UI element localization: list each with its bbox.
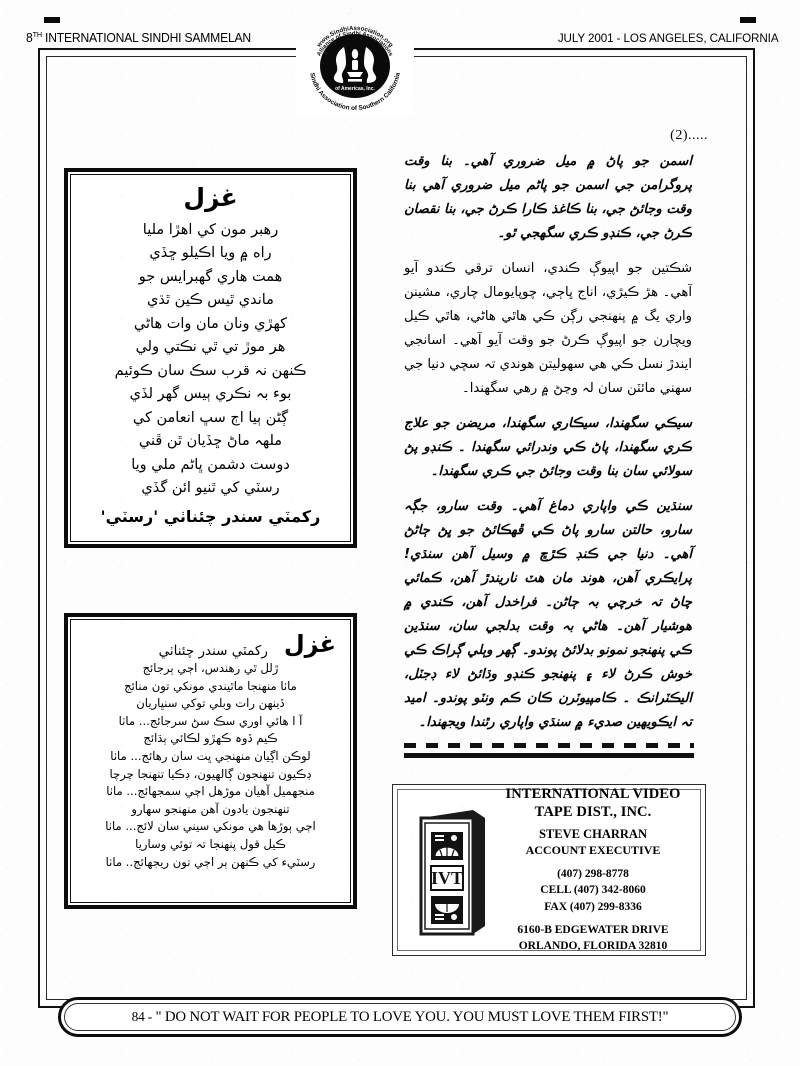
verse-line: ماندي ٿيس ڪين ٿڌي [147, 292, 274, 309]
footer-pill-nub-left [44, 17, 60, 23]
masthead-ordinal: 8 [26, 31, 33, 46]
divider-dashed-rule [404, 743, 694, 748]
advertisement-text [496, 786, 694, 954]
ghazal-box-1 [64, 168, 357, 548]
verse-line: هر موڙ تي ٿي نڪتي ولي [135, 339, 286, 356]
ad-contact-person: STEVE CHARRAN [538, 827, 647, 842]
ad-contact-numbers [496, 866, 690, 915]
ghazal-box-2-inner [70, 619, 351, 903]
masthead-ordinal-suffix: TH [32, 30, 42, 39]
ghazal-1-verses [81, 219, 340, 501]
footer-pill-nub-right [740, 17, 756, 23]
verse-line: رسٽيء کي ڪنهن ٻر اڄي تون ريجهائج.. ماٺا [105, 854, 316, 869]
verse-line: ماٺا منهنجا ماٿيندي مونکي تون منائج [124, 678, 297, 693]
verse-line: ڙلل ٿي رهندس، اڄي ٻرجائج [142, 661, 279, 675]
verse-line: کهڙي ونان مان وات هاڻي [133, 315, 288, 332]
ghazal-box-1-inner [70, 174, 351, 542]
ad-phone: (407) 298-8778 [557, 868, 629, 880]
verse-line: آ ا هائي اوري سڪ سڻ سرجائج... ماٺا [118, 713, 303, 728]
continuation-page-marker: (2)..... [670, 128, 708, 143]
divider-solid-rule [404, 753, 694, 758]
ghazal-2-heading [81, 626, 340, 660]
verse-line: رسٽي کي ٿنيو ائن گڏي [141, 480, 280, 497]
footer-quote-banner [58, 997, 742, 1037]
ghazal-1-title: غزل [183, 183, 238, 212]
ghazal-1-signature: ركمٽي سندر چئناٺي 'رسٽي' [100, 506, 321, 526]
verse-line: ڊڪيون تنهنجون ڳالهيون، ڊڪيا تنهنجا چرچا [109, 766, 312, 781]
footer-text [64, 1009, 735, 1026]
article-paragraph: شڪتين جو اپيوڳ ڪندي، انسان ترقي ڪندو آيو آهي۔ هڙ ڪيڙي، اناج ڀاڄي، چوپايومال چاري، مشينن واري يگ ۾ پنهنجي رڳن ڪي ھاٿي ھاڻي، ھاٿي ڪيل ويچارن جو اپيوڳ ڪرڻ جو وقت آيو آهي۔ اسانجي ايندڙ نسل ڪي ھي سهوليتن هوندي تہ سچي دنيا جي سهني مائٽن سان لہ وڃڻ ۾ رهي سگهندا۔ [404, 261, 692, 397]
logo-arc-url: www.SindhiAssociation.org [315, 24, 395, 49]
ad-address-line-2: ORLANDO, FLORIDA 32810 [518, 939, 668, 952]
footer-page-number: 84 - [131, 1008, 152, 1024]
sindhi-association-logo [300, 14, 410, 114]
article-bottom-divider [404, 743, 694, 758]
verse-line: لوڪن اڳيان منهنجي ڀت سان رهائج... ماٺا [110, 749, 311, 764]
article-paragraph: اسمن جو پاڻ ۾ ميل ضروري آهي۔ بنا وقت پروگرامن جي اسمن جو پاڻم ميل ضروري آهي بنا وقت وجائڻ جي، بنا ڪاغذ ڪارا ڪرڻ جي، بنا نقصان ڪرڻ جي، ڪنڊو ڪري سگهجي ٿو۔ [403, 154, 692, 242]
logo-arc-alliance: Alliance of Sindhi Associations [316, 30, 394, 58]
verse-line: ڪيل قول پنهنجا تہ توئي وساريا [135, 837, 286, 852]
ivt-logo-text: IVT [430, 868, 464, 888]
verse-line: ڪيم ڏوہ ڪهڙو لڪائي ٻڌائج [143, 731, 278, 746]
ad-fax: FAX (407) 299-8336 [544, 900, 642, 913]
ad-company-line-2: TAPE DIST., INC. [534, 803, 652, 820]
verse-line: ڪنهن نہ قرب سڪ سان ڪوئيم [114, 362, 307, 379]
verse-line: ڳڻن ٻيا اڄ سڀ انعامن کي [132, 409, 289, 426]
advertisement-box [392, 784, 706, 956]
ghazal-2-verses [81, 660, 340, 871]
article-paragraph: سيڪي سگهندا، سيڪاري سگهندا، مريضن جو علاج ڪري سگهندا، پاڻ ڪي وندرائي سگهندا ۔ ڪنڊو پڻ سولائي سان بنا وقت وجائڻ جي ڪري سگهندا۔ [404, 416, 692, 480]
verse-line: دوست دشمن ڀاڻم ملي ويا [131, 456, 290, 473]
verse-line: ڏينهن رات وبلي توکي سنڀاريان [136, 696, 285, 711]
ad-company-line-1: INTERNATIONAL VIDEO [505, 786, 681, 802]
ghazal-2-author: ركمٽي سندر چئناٺي [158, 643, 268, 659]
logo-arc-chapter: Sindhi Association of Southern California [308, 72, 402, 113]
ad-cell: CELL (407) 342-8060 [540, 884, 646, 897]
verse-line: رهبر مون کي اهڙا مليا [142, 221, 279, 238]
ghazal-box-2 [64, 613, 357, 909]
ad-address-line-1: 6160-B EDGEWATER DRIVE [517, 923, 669, 936]
masthead-date-location: JULY 2001 - LOS ANGELES, CALIFORNIA [557, 31, 778, 45]
verse-line: اڄي ٻوڙها ھي مونکي سيني سان لائج... ماٺا [105, 819, 316, 834]
advertisement-inner [397, 786, 701, 952]
masthead-event-title [26, 30, 251, 45]
ad-address [496, 923, 690, 954]
verse-line: منجهميل آهيان موڙهل اڄي سمجهائج... ماٺا [106, 784, 315, 799]
verse-line: راه ۾ ويا اڪيلو ڇڏي [149, 245, 272, 262]
sindhi-article-column [404, 150, 692, 746]
ivt-logo [404, 804, 496, 936]
article-paragraph: سنڌين ڪي واپاري دماغ آهي۔ وقت سارو، جڳہ سارو، حالتن سارو پاڻ ڪي ڦهڪائڻ جو ڀڻ ڄاڻڻ آهي۔ دنيا جي ڪنڊ ڪڙڇ ۾ وسيل آهن سنڌي! پرايڪري آهن، هوند مان ھٽ ناريندڙ آهن، ڪمائي چاڻ تہ خرچي بہ ڄاڻن۔ فراخدل آهن، ڪندي ۾ هوشيار آهن۔ هاڻي بہ وقت بدلجي سان، سنڌين ڪي پنهنجو نمونو بدلائڻ پوندو۔ ڳهر وٻلي ڳراڪ ڪي خوش ڪرڻ لاء ۽ پنهنجو ڪنڊو وڌائڻ لاء ڊجٽل، اليڪٽرانڪ ۔ ڪامپيوٽرن ڪان ڪم ونٽو پوندو۔ اميد تہ ايڪويهين صديء ۾ سنڌي واپاري رٿندا ويجهندا۔ [404, 499, 692, 731]
verse-line: تنهنجون يادون آهن منهنجو سهارو [131, 801, 290, 816]
ad-contact-role: ACCOUNT EXECUTIVE [525, 843, 661, 857]
footer-quote: " DO NOT WAIT FOR PEOPLE TO LOVE YOU. YOU MUST LOVE THEM FIRST!" [155, 1008, 669, 1025]
verse-line: همت هاري گهبرايس جو [138, 268, 283, 285]
ghazal-2-title: غزل [283, 630, 336, 658]
masthead-event-name: INTERNATIONAL SINDHI SAMMELAN [41, 31, 251, 46]
logo-center-caption: of Americas, Inc. [335, 86, 375, 92]
verse-line: ملهہ ماڻ ڇڏيان ٿن ڦني [138, 433, 283, 450]
verse-line: بوء بہ نڪري ٻيس گهر لڏي [129, 386, 292, 403]
ad-company-name [496, 786, 690, 821]
